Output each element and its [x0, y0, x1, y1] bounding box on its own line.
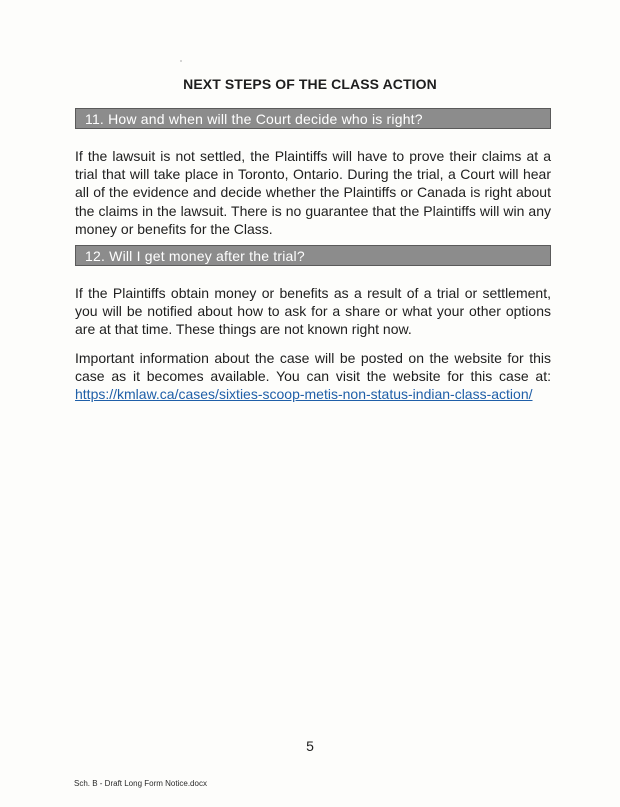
section-heading-12: 12. Will I get money after the trial?	[85, 248, 305, 264]
case-website-link[interactable]: https://kmlaw.ca/cases/sixties-scoop-metis-non-status-indian-class-action/	[75, 386, 533, 403]
footer-filename: Sch. B - Draft Long Form Notice.docx	[74, 779, 207, 788]
section-heading-11: 11. How and when will the Court decide who is right?	[85, 111, 423, 127]
scan-speck	[180, 60, 182, 62]
page-title: NEXT STEPS OF THE CLASS ACTION	[183, 76, 437, 92]
website-intro-text: Important information about the case will be posted on the website for this case as it becomes available. You can visit the website for this case at:	[75, 350, 551, 385]
section-heading-bar-12	[75, 245, 551, 266]
page-number: 5	[306, 738, 314, 754]
section-12-paragraph-2	[75, 349, 551, 404]
section-heading-bar-11	[75, 108, 551, 129]
section-12-paragraph-1: If the Plaintiffs obtain money or benefits as a result of a trial or settlement, you will be notified about how to ask for a share or what your other options are at that time. These things are not known right now.	[75, 285, 551, 338]
section-11-paragraph: If the lawsuit is not settled, the Plaintiffs will have to prove their claims at a trial that will take place in Toronto, Ontario. During the trial, a Court will hear all of the evidence and decide whether the Plaintiffs or Canada is right about the claims in the lawsuit. There is no guarantee that the Plaintiffs will win any money or benefits for the Class.	[75, 148, 551, 237]
